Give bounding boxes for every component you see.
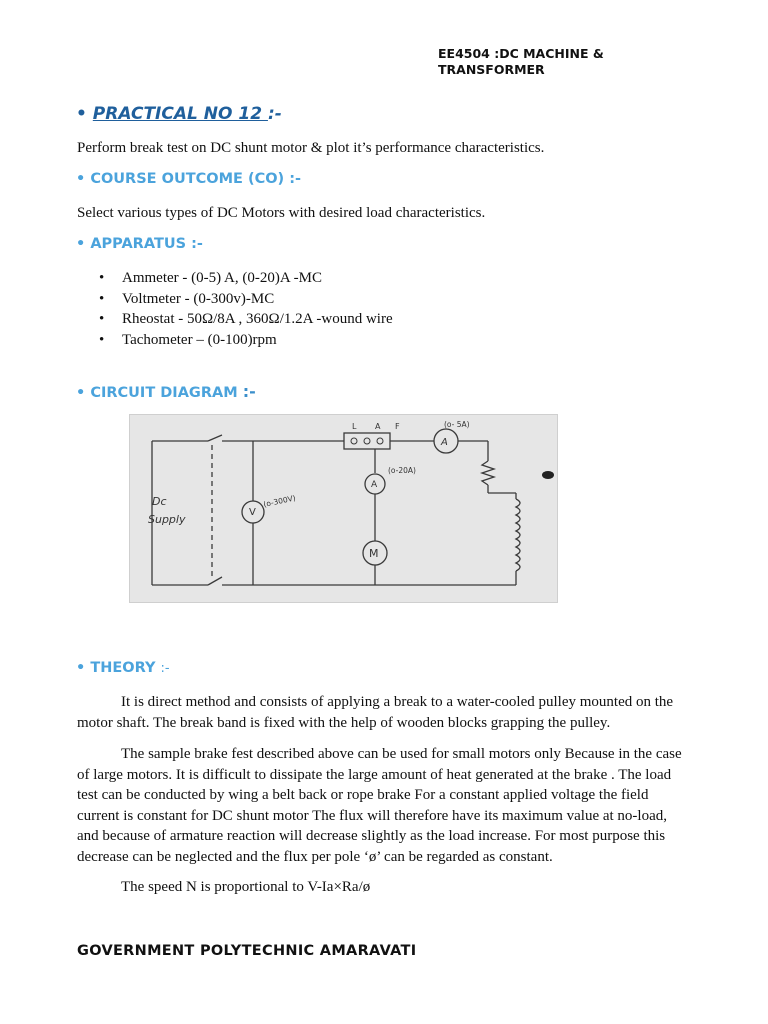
- voltmeter-range: (o-300V): [262, 493, 297, 509]
- practical-heading: [76, 104, 282, 124]
- circuit-diagram-image: [129, 414, 558, 603]
- motor-label: M: [369, 547, 379, 560]
- rheostat-symbol: [482, 461, 494, 485]
- circuit-diagram-heading-suffix: :-: [242, 382, 256, 401]
- armature-ammeter-label: A: [371, 480, 378, 490]
- starter-label-a: A: [375, 422, 381, 431]
- switch-top: [208, 435, 222, 441]
- practical-suffix: :-: [267, 104, 282, 124]
- course-outcome-heading: • COURSE OUTCOME (CO) :-: [76, 171, 302, 187]
- practical-title: PRACTICAL NO 12: [92, 104, 268, 124]
- list-item: • Voltmeter - (0-300v)-MC: [99, 290, 275, 307]
- practical-bullet: •: [76, 104, 87, 124]
- voltmeter-label: V: [249, 507, 256, 518]
- ink-mark: [542, 471, 554, 479]
- field-ammeter-label: A: [441, 437, 448, 448]
- armature-ammeter-range: (o-20A): [388, 466, 416, 475]
- theory-heading: [76, 660, 170, 676]
- circuit-diagram-svg: [130, 415, 557, 602]
- apparatus-item-ammeter: Ammeter - (0-5) A, (0-20)A -MC: [122, 270, 322, 286]
- circuit-diagram-heading-text: • CIRCUIT DIAGRAM: [76, 385, 243, 401]
- theory-heading-suffix: :-: [160, 661, 170, 676]
- circuit-diagram-heading: [76, 382, 256, 401]
- theory-paragraph-1: It is direct method and consists of applying a break to a water-cooled pulley mounted on the motor shaft. The break band is fixed with the help of wooden blocks grapping the pulley.: [77, 694, 674, 731]
- apparatus-list: [77, 268, 393, 350]
- apparatus-item-tachometer: Tachometer – (0-100)rpm: [122, 331, 277, 348]
- footer-institution: GOVERNMENT POLYTECHNIC AMARAVATI: [77, 943, 417, 959]
- course-header-line1: EE4504 :DC MACHINE &: [438, 46, 604, 61]
- apparatus-heading: • APPARATUS :-: [76, 236, 203, 252]
- apparatus-item-voltmeter: Voltmeter - (0-300v)-MC: [122, 290, 275, 307]
- aim-text: Perform break test on DC shunt motor & plot it’s performance characteristics.: [77, 140, 545, 156]
- field-winding: [516, 499, 520, 571]
- course-outcome-text: Select various types of DC Motors with desired load characteristics.: [77, 205, 486, 221]
- dc-label: Dc: [152, 495, 167, 508]
- theory-heading-text: • THEORY: [76, 660, 161, 676]
- switch-bottom: [208, 577, 222, 585]
- course-header-line2: TRANSFORMER: [438, 62, 545, 77]
- theory-paragraph-2: The sample brake fest described above can be used for small motors only Because in the case of large motors. It is difficult to dissipate the large amount of heat generated at the brake . The load test can be conducted by wing a belt back or rope brake For a constant applied voltage the field current is constant for DC shunt motor The flux will therefore have its maximum value at no-load, and because of armature reaction will decrease slightly as the load increase. For most purpose this decrease can be neglected and the flux per pole ‘ø’ can be regarded as constant.: [77, 746, 682, 865]
- supply-label: Supply: [148, 513, 186, 526]
- field-ammeter-range: (o- 5A): [444, 420, 470, 429]
- apparatus-item-rheostat: Rheostat - 50Ω/8A , 360Ω/1.2A -wound wire: [122, 311, 393, 327]
- list-item: • Rheostat - 50Ω/8A , 360Ω/1.2A -wound wire: [99, 311, 393, 327]
- course-header: [438, 46, 738, 78]
- theory-paragraph-3: The speed N is proportional to V-Ia×Ra/ø: [121, 879, 371, 895]
- starter-label-l: L: [352, 422, 357, 431]
- starter-label-f: F: [395, 422, 400, 431]
- starter-terminals: [351, 438, 383, 444]
- list-item: • Tachometer – (0-100)rpm: [99, 331, 277, 348]
- list-item: • Ammeter - (0-5) A, (0-20)A -MC: [99, 270, 322, 286]
